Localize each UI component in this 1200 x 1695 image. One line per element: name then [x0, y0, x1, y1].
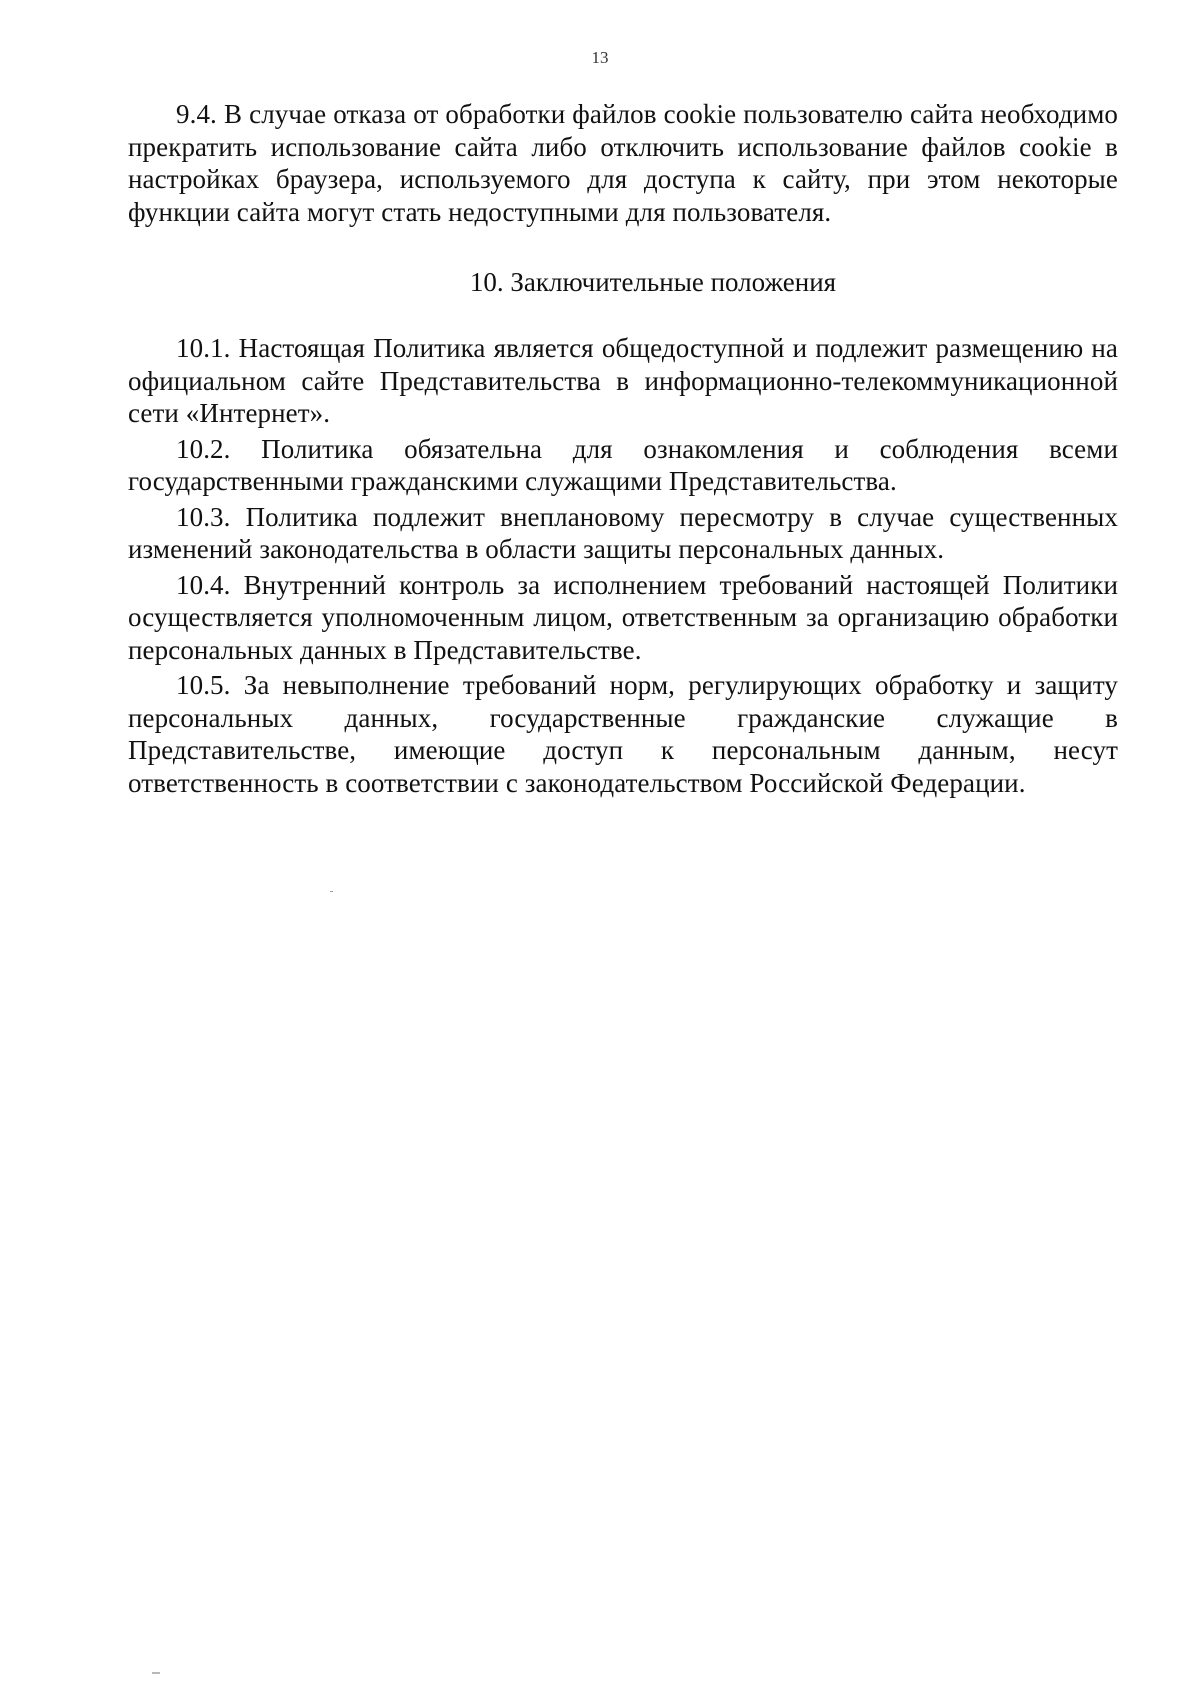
- paragraph-10-4: 10.4. Внутренний контроль за исполнением требований настоящей Политики осуществляется уполномоченным лицом, ответственным за организацию обработки персональных данных в Представительстве.: [128, 569, 1118, 665]
- paragraph-10-2: 10.2. Политика обязательна для ознакомления и соблюдения всеми государственными гражданскими служащими Представительства.: [128, 433, 1118, 496]
- document-body: [128, 98, 1118, 802]
- scan-artifact: [330, 891, 333, 892]
- section-heading-10: 10. Заключительные положения: [469, 267, 837, 297]
- page-number: 13: [591, 48, 609, 67]
- paragraph-10-1: 10.1. Настоящая Политика является общедоступной и подлежит размещению на официальном сайте Представительства в информационно-телекоммуникационной сети «Интернет».: [128, 333, 1118, 428]
- scan-artifact: [152, 1672, 160, 1674]
- paragraph-9-4: 9.4. В случае отказа от обработки файлов cookie пользователю сайта необходимо прекратить использование сайта либо отключить использование файлов cookie в настройках браузера, используемого для доступа к сайту, при этом некоторые функции сайта могут стать недоступными для пользователя.: [128, 99, 1118, 227]
- paragraph-10-3: 10.3. Политика подлежит внеплановому пересмотру в случае существенных изменений законодательства в области защиты персональных данных.: [128, 501, 1118, 564]
- paragraph-10-5: 10.5. За невыполнение требований норм, регулирующих обработку и защиту персональных данных, государственные гражданские служащие в Представительстве, имеющие доступ к персональным данным, несут ответственность в соответствии с законодательством Российской Федерации.: [128, 670, 1118, 798]
